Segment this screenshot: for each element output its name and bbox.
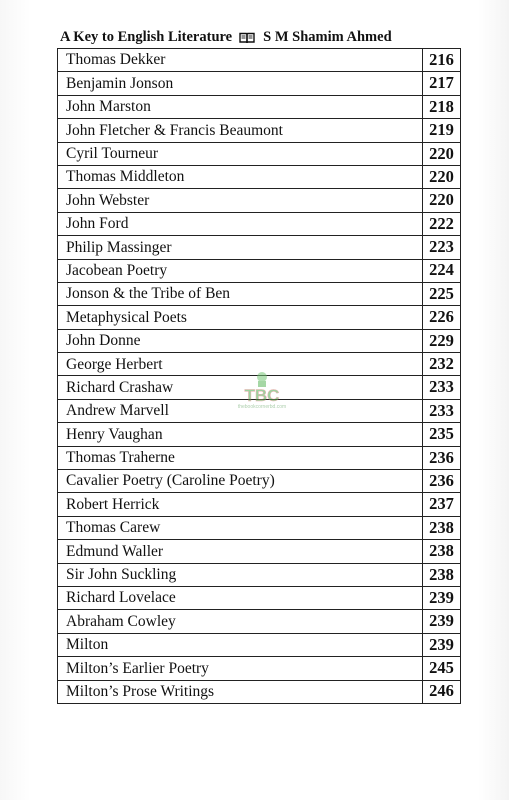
toc-entry-title: Edmund Waller (58, 540, 423, 563)
toc-entry-page: 225 (423, 282, 461, 305)
toc-entry-page: 239 (423, 586, 461, 609)
toc-row (58, 633, 461, 656)
toc-row (58, 493, 461, 516)
toc-entry-title: Cyril Tourneur (58, 142, 423, 165)
toc-entry-title: Thomas Middleton (58, 165, 423, 188)
toc-entry-page: 235 (423, 423, 461, 446)
toc-entry-page: 223 (423, 236, 461, 259)
toc-entry-page: 224 (423, 259, 461, 282)
toc-entry-page: 222 (423, 212, 461, 235)
toc-entry-page: 233 (423, 399, 461, 422)
toc-entry-title: John Fletcher & Francis Beaumont (58, 119, 423, 142)
watermark-logo-text: TBC (244, 386, 280, 405)
watermark-logo (232, 370, 292, 416)
toc-entry-title: John Ford (58, 212, 423, 235)
toc-entry-title: Henry Vaughan (58, 423, 423, 446)
tbc-logo-icon (232, 370, 292, 406)
toc-entry-title: Thomas Carew (58, 516, 423, 539)
toc-entry-page: 226 (423, 306, 461, 329)
toc-entry-title: Richard Crashaw (58, 376, 423, 399)
toc-entry-title: Milton (58, 633, 423, 656)
toc-entry-page: 220 (423, 165, 461, 188)
toc-row (58, 329, 461, 352)
book-author: S M Shamim Ahmed (263, 29, 392, 45)
toc-row (58, 423, 461, 446)
toc-row (58, 259, 461, 282)
toc-row (58, 540, 461, 563)
toc-row (58, 236, 461, 259)
toc-entry-title: Thomas Traherne (58, 446, 423, 469)
toc-entry-page: 246 (423, 680, 461, 703)
toc-entry-title: John Donne (58, 329, 423, 352)
toc-entry-page: 245 (423, 657, 461, 680)
toc-entry-title: George Herbert (58, 353, 423, 376)
toc-entry-page: 236 (423, 470, 461, 493)
toc-row (58, 680, 461, 703)
toc-entry-page: 237 (423, 493, 461, 516)
toc-row (58, 306, 461, 329)
toc-entry-page: 216 (423, 49, 461, 72)
toc-entry-title: Thomas Dekker (58, 49, 423, 72)
toc-row (58, 72, 461, 95)
toc-row (58, 516, 461, 539)
toc-entry-title: Milton’s Earlier Poetry (58, 657, 423, 680)
toc-entry-page: 232 (423, 353, 461, 376)
toc-row (58, 95, 461, 118)
toc-entry-title: Jonson & the Tribe of Ben (58, 282, 423, 305)
toc-row (58, 119, 461, 142)
toc-entry-title: Cavalier Poetry (Caroline Poetry) (58, 470, 423, 493)
toc-row (58, 165, 461, 188)
toc-entry-title: Andrew Marvell (58, 399, 423, 422)
toc-entry-title: John Webster (58, 189, 423, 212)
toc-entry-title: Philip Massinger (58, 236, 423, 259)
toc-entry-title: John Marston (58, 95, 423, 118)
toc-entry-title: Robert Herrick (58, 493, 423, 516)
toc-entry-page: 238 (423, 516, 461, 539)
toc-row (58, 446, 461, 469)
toc-entry-page: 238 (423, 540, 461, 563)
toc-row (58, 189, 461, 212)
watermark-site: thebookcornerbd.com (237, 404, 287, 410)
toc-entry-page: 238 (423, 563, 461, 586)
toc-row (58, 563, 461, 586)
toc-entry-title: Metaphysical Poets (58, 306, 423, 329)
toc-row (58, 657, 461, 680)
running-header (60, 29, 392, 46)
toc-entry-title: Benjamin Jonson (58, 72, 423, 95)
toc-row (58, 49, 461, 72)
toc-row (58, 470, 461, 493)
toc-entry-title: Milton’s Prose Writings (58, 680, 423, 703)
toc-entry-page: 229 (423, 329, 461, 352)
toc-row (58, 610, 461, 633)
toc-entry-page: 233 (423, 376, 461, 399)
toc-entry-page: 236 (423, 446, 461, 469)
toc-entry-title: Sir John Suckling (58, 563, 423, 586)
book-title: A Key to English Literature (60, 29, 233, 45)
toc-row (58, 142, 461, 165)
toc-entry-page: 217 (423, 72, 461, 95)
toc-entry-title: Abraham Cowley (58, 610, 423, 633)
toc-entry-title: Richard Lovelace (58, 586, 423, 609)
toc-entry-page: 220 (423, 189, 461, 212)
toc-entry-page: 239 (423, 633, 461, 656)
toc-row (58, 586, 461, 609)
toc-entry-page: 239 (423, 610, 461, 633)
toc-entry-page: 218 (423, 95, 461, 118)
open-book-icon (239, 32, 255, 44)
toc-row (58, 212, 461, 235)
toc-entry-page: 219 (423, 119, 461, 142)
toc-entry-page: 220 (423, 142, 461, 165)
toc-entry-title: Jacobean Poetry (58, 259, 423, 282)
toc-row (58, 282, 461, 305)
